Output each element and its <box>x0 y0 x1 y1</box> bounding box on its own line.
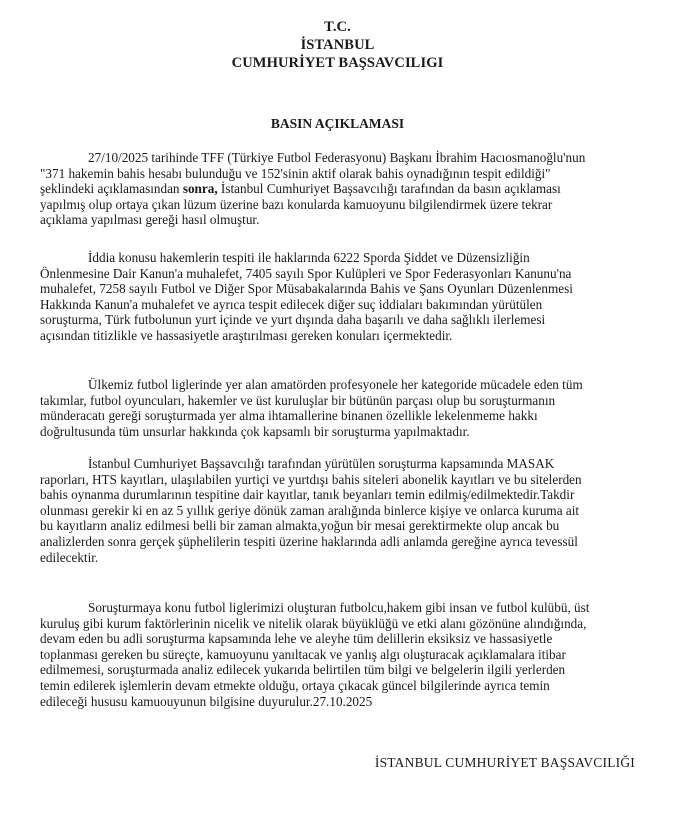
paragraph-1 <box>40 150 600 228</box>
header-office: CUMHURİYET BAŞSAVCILIGI <box>231 55 444 71</box>
paragraph-line: yapılmış olup ortaya çıkan lüzum üzerine bazı konularda kamuoyunu bilgilendirmek üzere tekrar <box>40 196 553 212</box>
header-city: İSTANBUL <box>300 37 375 53</box>
paragraph-line: takımlar, futbol oyuncuları, hakemler ve üst kuruluşlar bir bütünün parçası olup bu soruşturmanın <box>40 392 556 408</box>
paragraph-line: temin edilerek işlemlerin devam etmekte olduğu, ortaya çıkacak güncel bilgilerinde ayrıca temin <box>40 677 550 693</box>
paragraph-line: kuruluş gibi kurum faktörlerinin nicelik ve nitelik olarak büyüklüğü ve etki alanı gözönüne alındığında, <box>40 615 587 631</box>
paragraph-line: Soruşturmaya konu futbol liglerimizi oluşturan futbolcu,hakem gibi insan ve futbol kulübü, üst <box>88 600 590 615</box>
document-title: BASIN AÇIKLAMASI <box>270 116 405 131</box>
paragraph-line: Ülkemiz futbol liglerinde yer alan amatörden profesyonele her kategoride mücadele eden tüm <box>88 377 583 392</box>
paragraph-line: edileceği hususu kamuouyunun bilgisine duyurulur.27.10.2025 <box>40 693 373 709</box>
paragraph-line: "371 hakemin bahis hesabı bulunduğu ve 152'sinin aktif olarak bahis oynadığının tespit edildiği" <box>40 165 551 181</box>
paragraph-line: İddia konusu hakemlerin tespiti ile haklarında 6222 Sporda Şiddet ve Düzensizliğin <box>88 250 530 265</box>
paragraph-line: analizlerden sonra gerçek şüphelilerin tespiti üzerine haklarında adli anlamda gereğine ayrıca tevessül <box>40 533 578 549</box>
paragraph-line: soruşturma, Türk futbolunun yurt içinde ve yurt dışında daha başarılı ve daha sağlıklı ilerlemesi <box>40 312 546 328</box>
emphasis-sonra: sonra, <box>182 181 218 197</box>
paragraph-line: olunması gerekir ki en az 5 yıllık geriye dönük zaman aralığında binlerce kişiye ve onlarca kuruma ait <box>40 502 580 518</box>
header-tc: T.C. <box>324 19 351 35</box>
paragraph-4 <box>40 456 600 565</box>
paragraph-line: edilecektir. <box>40 549 99 565</box>
paragraph-line: açıklama yapılması gereği hasıl olmuştur. <box>40 212 260 228</box>
paragraph-line: devam eden bu adli soruşturma kapsamında lehe ve aleyhe tüm delillerin eksiksiz ve hassasiyetle <box>40 631 553 647</box>
paragraph-line <box>40 181 600 197</box>
text-segment: şeklindeki açıklamasından <box>40 181 183 197</box>
paragraph-2 <box>40 250 600 344</box>
paragraph-5 <box>40 600 600 709</box>
paragraph-line: raporları, HTS kayıtları, ulaşılabilen yurtiçi ve yurtdışı bahis siteleri abonelik kayıtları ve bu sitelerden <box>40 471 582 487</box>
signature: İSTANBUL CUMHURİYET BAŞSAVCILIĞI <box>374 755 635 770</box>
paragraph-line: münderacatı gereği soruşturmada yer alma ihtamallerine binanen özellikle lekelenmeme hakkı <box>40 408 538 424</box>
paragraph-line: İstanbul Cumhuriyet Başsavcılığı tarafından yürütülen soruşturma kapsamında MASAK <box>88 456 555 471</box>
paragraph-line: toplanması gereken bu süreçte, kamuoyunu yanıltacak ve yanlış algı oluşturacak açıklamalara itibar <box>40 646 566 662</box>
paragraph-line: Önlenmesine Dair Kanun'a muhalefet, 7405 sayılı Spor Kulüpleri ve Spor Federasyonları Kanunu'na <box>40 265 572 281</box>
paragraph-line: bu kayıtların analiz edilmesi belli bir zaman almakta,yoğun bir mesai gerektirmekte olup ancak bu <box>40 518 560 534</box>
paragraph-line: 27/10/2025 tarihinde TFF (Türkiye Futbol Federasyonu) Başkanı İbrahim Hacıosmanoğlu'nun <box>88 150 586 165</box>
document-header <box>0 18 675 72</box>
paragraph-line: doğrultusunda tüm unsurlar hakkında çok kapsamlı bir soruşturma yapılmaktadır. <box>40 423 470 439</box>
text-segment: İstanbul Cumhuriyet Başsavcılığı tarafından da basın açıklaması <box>217 181 561 197</box>
paragraph-line: Hakkında Kanun'a muhalefet ve ayrıca tespit edilecek diğer suç iddiaları bakımından yürütülen <box>40 296 543 312</box>
paragraph-line: muhalefet, 7258 sayılı Futbol ve Diğer Spor Müsabakalarında Bahis ve Şans Oyunları Düzenlenmesi <box>40 281 573 297</box>
paragraph-line: edilmemesi, soruşturmada analiz edilecek yukarıda belirtilen tüm bilgi ve belgelerin ilgili yerlerden <box>40 662 566 678</box>
paragraph-line: açısından titizlikle ve hassasiyetle araştırılması gereken konuları içermektedir. <box>40 327 453 343</box>
paragraph-3 <box>40 377 600 439</box>
paragraph-line: bahis oynanma durumlarının tespitine dair kayıtlar, tanık beyanları temin edilmiş/edilmektedir.Takdir <box>40 487 575 503</box>
